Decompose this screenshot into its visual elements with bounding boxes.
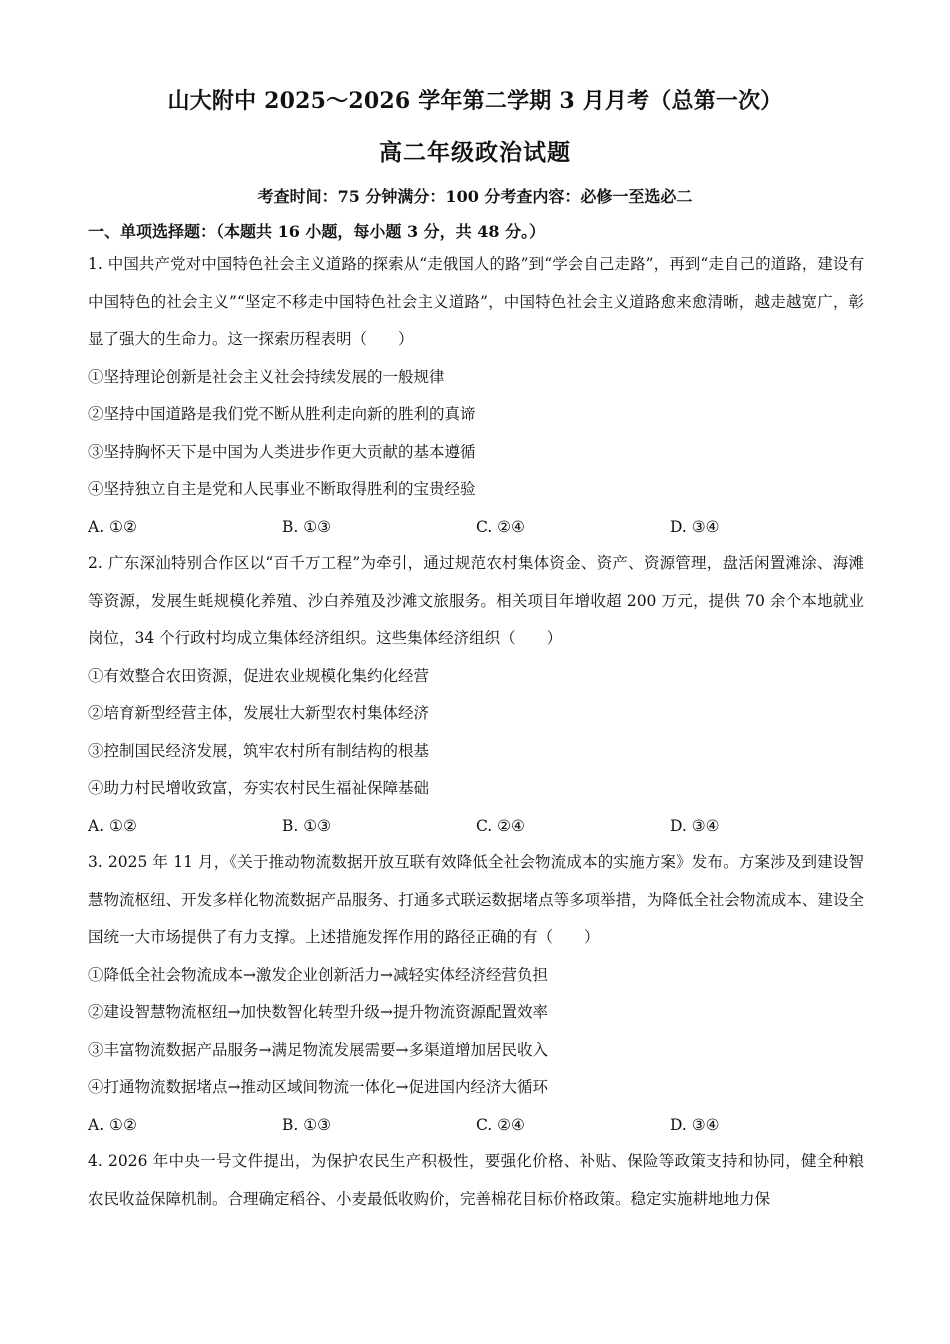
option-d[interactable]: D. ③④ — [670, 816, 720, 835]
option-a[interactable]: A. ①② — [88, 517, 137, 536]
statement-item: ①降低全社会物流成本→激发企业创新活力→减轻实体经济经营负担 — [88, 965, 548, 984]
exam-info: 考查时间：75 分钟满分：100 分考查内容：必修一至选必二 — [257, 187, 693, 206]
answer-options — [88, 509, 864, 547]
question-stem: 1. 中国共产党对中国特色社会主义道路的探索从“走俄国人的路”到“学会自己走路”，再到“走自己的道路，建设有中国特色的社会主义”“坚定不移走中国特色社会主义道路”，中国特色社会主义道路愈来愈清晰，越走越宽广，彰显了强大的生命力。这一探索历程表明（ ） — [88, 255, 864, 348]
answer-options — [88, 808, 864, 846]
statement-item: ④助力村民增收致富，夯实农村民生福祉保障基础 — [88, 779, 430, 797]
statement-item: ①有效整合农田资源，促进农业规模化集约化经营 — [88, 666, 430, 685]
statement-item: ①坚持理论创新是社会主义社会持续发展的一般规律 — [88, 367, 445, 386]
question-3 — [88, 844, 864, 1144]
option-b[interactable]: B. ①③ — [282, 816, 332, 835]
statement-item: ③控制国民经济发展，筑牢农村所有制结构的根基 — [88, 741, 430, 760]
question-2 — [88, 545, 864, 845]
question-1 — [88, 246, 864, 546]
option-c[interactable]: C. ②④ — [476, 816, 525, 835]
option-d[interactable]: D. ③④ — [670, 1115, 720, 1134]
option-c[interactable]: C. ②④ — [476, 517, 525, 536]
option-d[interactable]: D. ③④ — [670, 517, 720, 536]
option-c[interactable]: C. ②④ — [476, 1115, 525, 1134]
statement-item: ③丰富物流数据产品服务→满足物流发展需要→多渠道增加居民收入 — [88, 1040, 548, 1059]
option-a[interactable]: A. ①② — [88, 1115, 137, 1134]
question-stem: 3. 2025 年 11 月，《关于推动物流数据开放互联有效降低全社会物流成本的实施方案》发布。方案涉及到建设智慧物流枢纽、开发多样化物流数据产品服务、打通多式联运数据堵点等多项举措，为降低全社会物流成本、建设全国统一大市场提供了有力支撑。上述措施发挥作用的路径正确的有（ ） — [88, 853, 864, 946]
statement-item: ②培育新型经营主体，发展壮大新型农村集体经济 — [88, 704, 430, 722]
section-heading: 一、单项选择题：（本题共 16 小题，每小题 3 分，共 48 分。） — [88, 222, 546, 241]
exam-subtitle: 高二年级政治试题 — [379, 139, 571, 166]
answer-options — [88, 1107, 864, 1145]
option-a[interactable]: A. ①② — [88, 816, 137, 835]
question-4 — [88, 1143, 864, 1218]
statement-item: ②坚持中国道路是我们党不断从胜利走向新的胜利的真谛 — [88, 405, 476, 423]
option-b[interactable]: B. ①③ — [282, 1115, 332, 1134]
exam-title: 山大附中 2025～2026 学年第二学期 3 月月考（总第一次） — [167, 88, 783, 114]
statement-item: ②建设智慧物流枢纽→加快数智化转型升级→提升物流资源配置效率 — [88, 1003, 548, 1021]
option-b[interactable]: B. ①③ — [282, 517, 332, 536]
statement-item: ③坚持胸怀天下是中国为人类进步作更大贡献的基本遵循 — [88, 442, 476, 461]
statement-item: ④坚持独立自主是党和人民事业不断取得胜利的宝贵经验 — [88, 480, 476, 498]
question-stem: 4. 2026 年中央一号文件提出，为保护农民生产积极性，要强化价格、补贴、保险等政策支持和协同，健全种粮农民收益保障机制。合理确定稻谷、小麦最低收购价，完善棉花目标价格政策。稳定实施耕地地力保 — [88, 1152, 864, 1208]
question-stem: 2. 广东深汕特别合作区以“百千万工程”为牵引，通过规范农村集体资金、资产、资源管理，盘活闲置滩涂、海滩等资源，发展生蚝规模化养殖、沙白养殖及沙滩文旅服务。相关项目年增收超 200 万元，提供 70 余个本地就业岗位，34 个行政村均成立集体经济组织。这些集体经济组织（ ） — [88, 554, 864, 647]
statement-item: ④打通物流数据堵点→推动区域间物流一体化→促进国内经济大循环 — [88, 1078, 548, 1096]
